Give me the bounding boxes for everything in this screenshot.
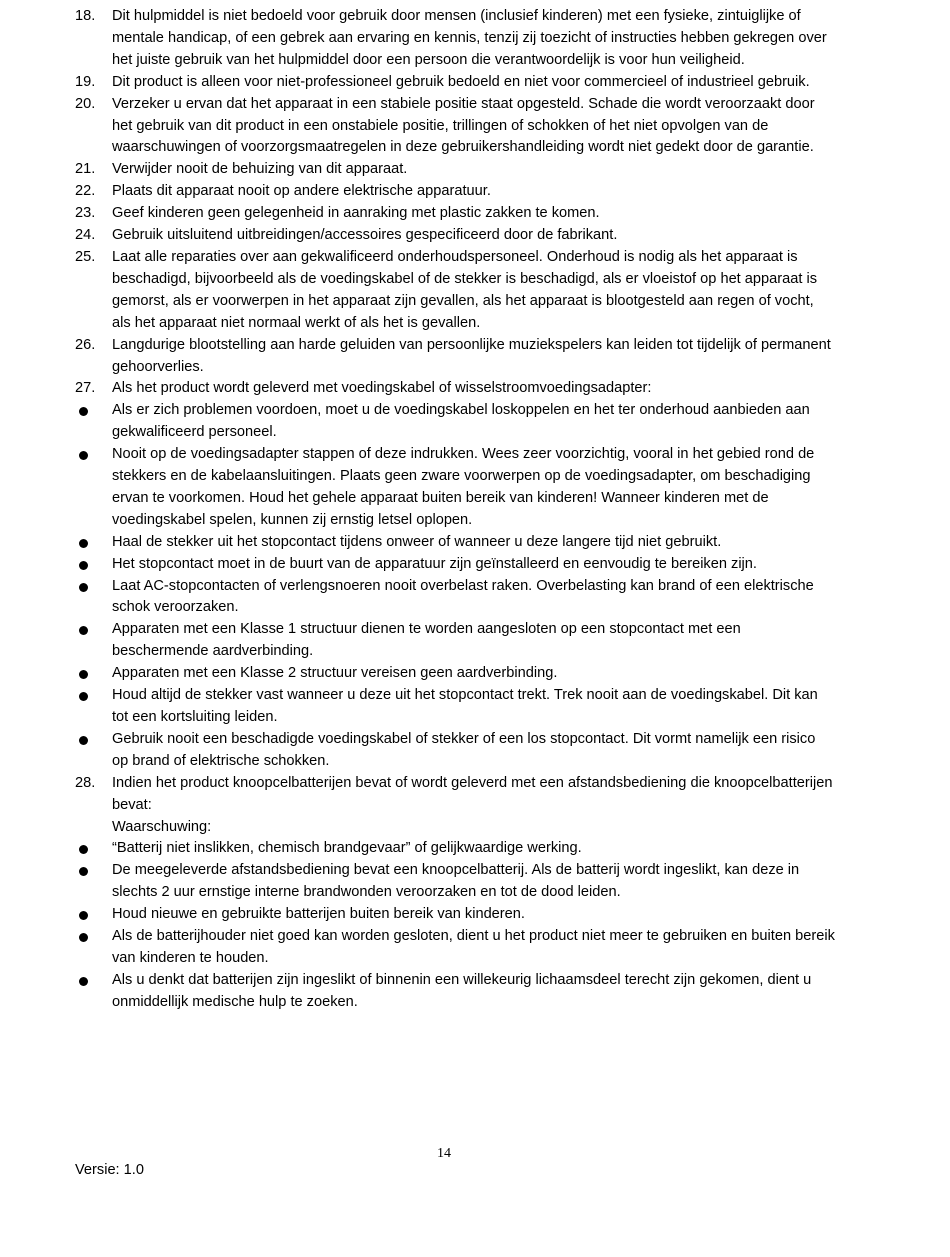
bullet-icon <box>79 670 88 679</box>
bullet-icon <box>79 933 88 942</box>
bullet-item: Laat AC-stopcontacten of verlengsnoeren nooit overbelast raken. Overbelasting kan brand of een elektrische schok veroorzaken. <box>75 576 835 620</box>
bullet-icon <box>79 561 88 570</box>
bullet-item: Houd altijd de stekker vast wanneer u deze uit het stopcontact trekt. Trek nooit aan de voedingskabel. Dit kan tot een kortsluiting leiden. <box>75 685 835 729</box>
item-number: 19. <box>75 73 96 90</box>
bullet-item: Als de batterijhouder niet goed kan worden gesloten, dient u het product niet meer te gebruiken en buiten bereik van kinderen te houden. <box>75 926 835 970</box>
bullet-icon <box>79 845 88 854</box>
item-number: 26. <box>75 336 96 353</box>
bullet-icon <box>79 977 88 986</box>
page-number: 14 <box>437 1146 451 1161</box>
item-text: Gebruik uitsluitend uitbreidingen/accessoires gespecificeerd door de fabrikant. <box>112 227 618 244</box>
list-item-23 <box>75 203 835 225</box>
bullet-item: “Batterij niet inslikken, chemisch brandgevaar” of gelijkwaardige werking. <box>75 838 835 860</box>
bullet-icon <box>79 407 88 416</box>
bullet-item: Het stopcontact moet in de buurt van de apparatuur zijn geïnstalleerd en eenvoudig te bereiken zijn. <box>75 554 835 576</box>
item-text: Geef kinderen geen gelegenheid in aanraking met plastic zakken te komen. <box>112 205 600 222</box>
list-item-18 <box>75 6 835 72</box>
bullet-item: Apparaten met een Klasse 2 structuur vereisen geen aardverbinding. <box>75 663 835 685</box>
bullet-item: Gebruik nooit een beschadigde voedingskabel of stekker of een los stopcontact. Dit vormt namelijk een risico op brand of elektrische schokken. <box>75 729 835 773</box>
bullet-item: Als er zich problemen voordoen, moet u de voedingskabel loskoppelen en het ter onderhoud aanbieden aan gekwalificeerd personeel. <box>75 400 835 444</box>
list-item-28 <box>75 773 835 839</box>
list-item-26 <box>75 335 835 379</box>
item-number: 25. <box>75 248 96 265</box>
bullet-icon <box>79 911 88 920</box>
bullet-icon <box>79 583 88 592</box>
version-label: Versie: 1.0 <box>75 1162 144 1178</box>
list-item-25 <box>75 247 835 335</box>
bullet-list-28 <box>75 838 835 1013</box>
item-text: Langdurige blootstelling aan harde geluiden van persoonlijke muziekspelers kan leiden tot tijdelijk of permanent gehoorverlies. <box>112 336 831 375</box>
bullet-icon <box>79 867 88 876</box>
bullet-icon <box>79 539 88 548</box>
bullet-item: Haal de stekker uit het stopcontact tijdens onweer of wanneer u deze langere tijd niet gebruikt. <box>75 532 835 554</box>
item-number: 20. <box>75 95 96 112</box>
bullet-item: De meegeleverde afstandsbediening bevat een knoopcelbatterij. Als de batterij wordt ingeslikt, kan deze in slechts 2 uur ernstige interne brandwonden veroorzaken en tot de dood leiden. <box>75 860 835 904</box>
bullet-icon <box>79 626 88 635</box>
bullet-icon <box>79 736 88 745</box>
bullet-list-27 <box>75 400 835 772</box>
bullet-icon <box>79 451 88 460</box>
item-number: 18. <box>75 8 96 24</box>
item-text: Als het product wordt geleverd met voedingskabel of wisselstroomvoedingsadapter: <box>112 380 652 397</box>
item-number: 22. <box>75 183 96 200</box>
list-item-19 <box>75 72 835 94</box>
bullet-item: Houd nieuwe en gebruikte batterijen buiten bereik van kinderen. <box>75 904 835 926</box>
item-number: 23. <box>75 205 96 222</box>
item-text: Dit product is alleen voor niet-professioneel gebruik bedoeld en niet voor commercieel of industrieel gebruik. <box>112 73 810 90</box>
list-item-27 <box>75 378 835 400</box>
document-body <box>75 6 835 1014</box>
list-item-24 <box>75 225 835 247</box>
item-text: Verwijder nooit de behuizing van dit apparaat. <box>112 161 408 178</box>
item-text: Laat alle reparaties over aan gekwalificeerd onderhoudspersoneel. Onderhoud is nodig als het apparaat is beschadigd, bijvoorbeeld als de voedingskabel of de stekker is beschadigd, als er vloeistof op het apparaat is gemorst, als er voorwerpen in het apparaat zijn gevallen, als het apparaat is blootgesteld aan regen of vocht, als het apparaat niet normaal werkt of als het is gevallen. <box>112 248 817 331</box>
item-text: Plaats dit apparaat nooit op andere elektrische apparatuur. <box>112 183 491 200</box>
list-item-20 <box>75 94 835 160</box>
bullet-icon <box>79 692 88 701</box>
warning-label: Waarschuwing: <box>112 818 212 835</box>
bullet-item: Apparaten met een Klasse 1 structuur dienen te worden aangesloten op een stopcontact met een beschermende aardverbinding. <box>75 619 835 663</box>
item-text: Verzeker u ervan dat het apparaat in een stabiele positie staat opgesteld. Schade die wordt veroorzaakt door het gebruik van dit product in een onstabiele positie, trillingen of schokken of het niet opvolgen van de waarschuwingen of voorzorgsmaatregelen in deze gebruikershandleiding wordt niet gedekt door de garantie. <box>112 95 815 156</box>
list-item-22 <box>75 181 835 203</box>
item-text: Indien het product knoopcelbatterijen bevat of wordt geleverd met een afstandsbediening die knoopcelbatterijen bevat: <box>112 774 833 813</box>
bullet-item: Als u denkt dat batterijen zijn ingeslikt of binnenin een willekeurig lichaamsdeel terecht zijn gekomen, dient u onmiddellijk medische hulp te zoeken. <box>75 970 835 1014</box>
item-number: 21. <box>75 161 96 178</box>
item-text: Dit hulpmiddel is niet bedoeld voor gebruik door mensen (inclusief kinderen) met een fysieke, zintuiglijke of mentale handicap, of een gebrek aan ervaring en kennis, tenzij zij toezicht of instructies hebben gekregen over het juiste gebruik van het hulpmiddel door een persoon die verantwoordelijk is voor hun veiligheid. <box>112 8 827 68</box>
item-number: 28. <box>75 774 96 791</box>
list-item-21 <box>75 159 835 181</box>
item-number: 24. <box>75 227 96 244</box>
item-number: 27. <box>75 380 96 397</box>
bullet-item: Nooit op de voedingsadapter stappen of deze indrukken. Wees zeer voorzichtig, vooral in het gebied rond de stekkers en de kabelaansluitingen. Plaats geen zware voorwerpen op de voedingsadapter, om beschadiging ervan te voorkomen. Houd het gehele apparaat buiten bereik van kinderen! Wanneer kinderen met de voedingskabel spelen, kunnen zij ernstig letsel oplopen. <box>75 444 835 532</box>
